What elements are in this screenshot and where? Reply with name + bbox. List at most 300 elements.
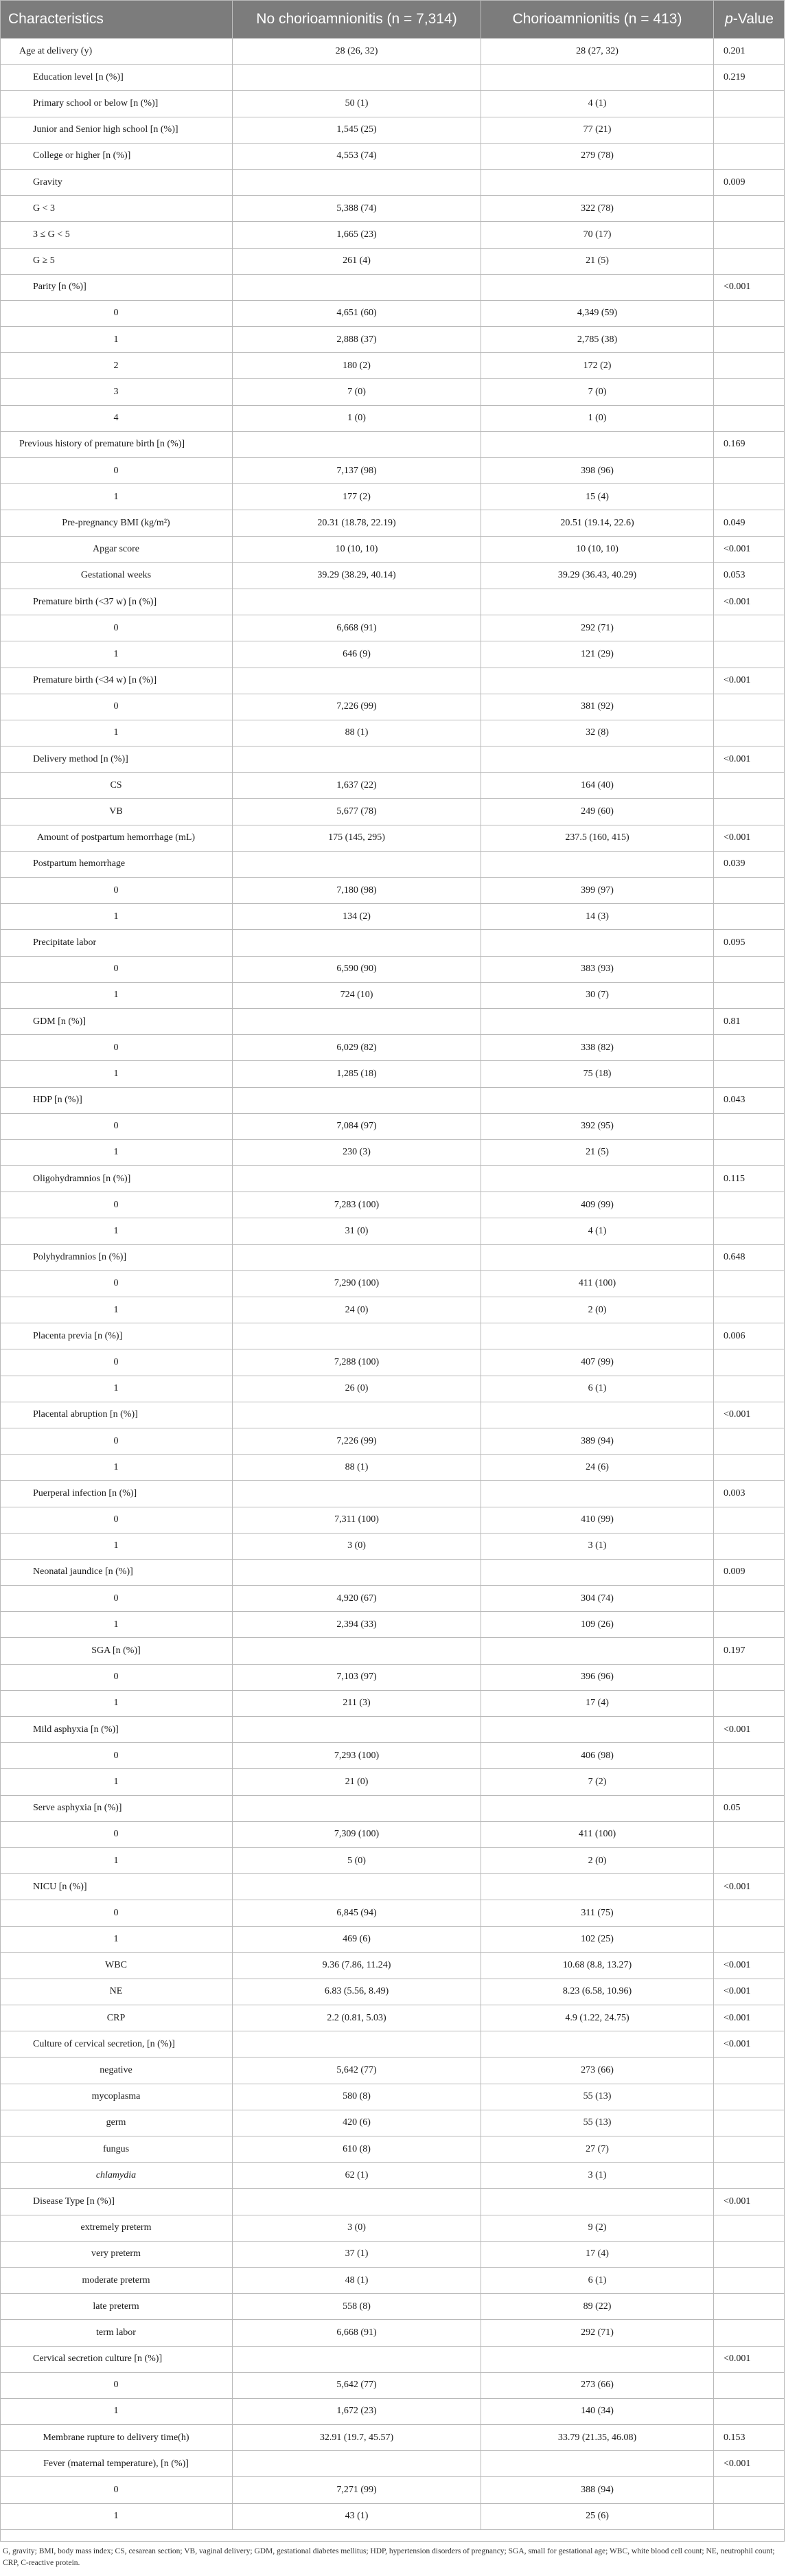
table-row <box>0 2320 785 2346</box>
row-chorioamnionitis-value <box>481 1088 714 1113</box>
row-chorioamnionitis-value: 409 (99) <box>481 1192 714 1218</box>
table-row <box>0 170 785 196</box>
table-row <box>0 1402 785 1428</box>
row-chorioamnionitis-value <box>481 1245 714 1270</box>
row-no-chorioamnionitis-value <box>233 1323 481 1349</box>
row-characteristic: Gravity <box>0 170 233 195</box>
row-chorioamnionitis-value: 121 (29) <box>481 641 714 667</box>
row-p-value <box>714 379 785 404</box>
table-row <box>0 2294 785 2320</box>
row-chorioamnionitis-value <box>481 852 714 877</box>
row-no-chorioamnionitis-value <box>233 1245 481 1270</box>
row-chorioamnionitis-value: 292 (71) <box>481 2320 714 2345</box>
row-characteristic: 3 <box>0 379 233 404</box>
row-p-value: 0.006 <box>724 1330 745 1341</box>
row-p-value <box>714 799 785 824</box>
row-no-chorioamnionitis-value: 1,545 (25) <box>233 117 481 143</box>
row-no-chorioamnionitis-value: 4,920 (67) <box>233 1586 481 1611</box>
row-no-chorioamnionitis-value: 37 (1) <box>233 2242 481 2267</box>
row-no-chorioamnionitis-value: 50 (1) <box>233 91 481 116</box>
row-p-value <box>714 1586 785 1611</box>
table-footnote: G, gravity; BMI, body mass index; CS, cesarean section; VB, vaginal delivery; GDM, gestational diabetes mellitus; HDP, hypertension disorders of pregnancy; SGA, small for gestational age; WBC, white blood cell count; NE, neutrophil count; CRP, C-reactive protein. <box>3 2547 775 2567</box>
row-characteristic: late preterm <box>0 2294 233 2319</box>
table-row <box>0 799 785 825</box>
row-p-value <box>714 1114 785 1139</box>
row-chorioamnionitis-value: 55 (13) <box>481 2084 714 2110</box>
row-no-chorioamnionitis-value: 7,271 (99) <box>233 2477 481 2503</box>
row-no-chorioamnionitis-value: 7 (0) <box>233 379 481 404</box>
row-characteristic: Membrane rupture to delivery time(h) <box>0 2425 233 2450</box>
row-chorioamnionitis-value: 21 (5) <box>481 1140 714 1165</box>
row-p-value <box>714 484 785 510</box>
row-chorioamnionitis-value: 102 (25) <box>481 1927 714 1952</box>
table-row <box>0 983 785 1009</box>
row-chorioamnionitis-value: 8.23 (6.58, 10.96) <box>481 1979 714 2005</box>
row-no-chorioamnionitis-value: 6.83 (5.56, 8.49) <box>233 1979 481 2005</box>
row-chorioamnionitis-value: 89 (22) <box>481 2294 714 2319</box>
row-chorioamnionitis-value: 406 (98) <box>481 1743 714 1768</box>
row-characteristic: 1 <box>0 1218 233 1244</box>
table-row <box>0 1166 785 1192</box>
row-chorioamnionitis-value: 28 (27, 32) <box>481 38 714 64</box>
row-characteristic: Culture of cervical secretion, [n (%)] <box>0 2031 233 2057</box>
table-row <box>0 1245 785 1271</box>
row-chorioamnionitis-value: 172 (2) <box>481 353 714 378</box>
row-p-value: <0.001 <box>724 675 751 686</box>
table-row <box>0 2084 785 2110</box>
row-chorioamnionitis-value: 2,785 (38) <box>481 327 714 352</box>
row-characteristic: 0 <box>0 878 233 903</box>
row-characteristic: Age at delivery (y) <box>0 38 233 64</box>
row-p-value: 0.049 <box>724 517 745 528</box>
row-characteristic: VB <box>0 799 233 824</box>
row-characteristic: 0 <box>0 1114 233 1139</box>
row-characteristic: 0 <box>0 1586 233 1611</box>
row-p-value <box>714 249 785 274</box>
row-no-chorioamnionitis-value: 7,309 (100) <box>233 1822 481 1847</box>
row-no-chorioamnionitis-value: 4,553 (74) <box>233 144 481 169</box>
table-body <box>0 38 785 2530</box>
row-chorioamnionitis-value: 39.29 (36.43, 40.29) <box>481 563 714 589</box>
table-row <box>0 1874 785 1900</box>
row-chorioamnionitis-value: 338 (82) <box>481 1035 714 1060</box>
row-characteristic: 0 <box>0 1035 233 1060</box>
row-p-value: 0.039 <box>724 858 745 869</box>
row-p-value: 0.169 <box>724 439 745 450</box>
row-no-chorioamnionitis-value: 7,180 (98) <box>233 878 481 903</box>
row-p-value <box>714 773 785 798</box>
row-no-chorioamnionitis-value: 7,226 (99) <box>233 694 481 720</box>
row-p-value: <0.001 <box>724 1960 751 1971</box>
table-row <box>0 2268 785 2294</box>
table-row <box>0 2005 785 2031</box>
row-characteristic: 0 <box>0 1665 233 1690</box>
row-chorioamnionitis-value: 4,349 (59) <box>481 301 714 326</box>
row-characteristic: 0 <box>0 1271 233 1297</box>
row-characteristic: 1 <box>0 2504 233 2529</box>
row-characteristic: chlamydia <box>0 2163 233 2188</box>
row-p-value <box>714 1927 785 1952</box>
row-chorioamnionitis-value <box>481 65 714 90</box>
row-chorioamnionitis-value <box>481 2347 714 2372</box>
table-row <box>0 720 785 746</box>
table-row <box>0 1769 785 1795</box>
row-chorioamnionitis-value: 407 (99) <box>481 1349 714 1375</box>
table-row <box>0 91 785 117</box>
table-row <box>0 1586 785 1612</box>
row-p-value <box>714 1192 785 1218</box>
row-p-value: <0.001 <box>724 544 751 555</box>
row-p-value <box>714 1822 785 1847</box>
row-characteristic: 0 <box>0 2477 233 2503</box>
row-p-value: 0.009 <box>724 1566 745 1577</box>
row-characteristic: 1 <box>0 1691 233 1716</box>
table-row <box>0 2031 785 2058</box>
row-no-chorioamnionitis-value: 1,665 (23) <box>233 222 481 247</box>
table-row <box>0 406 785 432</box>
row-characteristic: Premature birth (<34 w) [n (%)] <box>0 668 233 694</box>
row-p-value <box>714 406 785 431</box>
row-characteristic: Delivery method [n (%)] <box>0 746 233 772</box>
row-characteristic: Education level [n (%)] <box>0 65 233 90</box>
row-no-chorioamnionitis-value: 88 (1) <box>233 720 481 746</box>
row-characteristic: 1 <box>0 2399 233 2424</box>
row-chorioamnionitis-value: 4 (1) <box>481 1218 714 1244</box>
row-no-chorioamnionitis-value <box>233 2189 481 2214</box>
row-no-chorioamnionitis-value: 7,311 (100) <box>233 1507 481 1533</box>
row-characteristic: Precipitate labor <box>0 930 233 955</box>
table-row <box>0 1822 785 1848</box>
row-characteristic: 1 <box>0 983 233 1008</box>
row-p-value <box>714 196 785 221</box>
row-chorioamnionitis-value: 399 (97) <box>481 878 714 903</box>
table-row <box>0 2477 785 2503</box>
row-p-value <box>714 983 785 1008</box>
row-characteristic: Mild asphyxia [n (%)] <box>0 1717 233 1742</box>
table-row <box>0 484 785 510</box>
row-no-chorioamnionitis-value: 6,029 (82) <box>233 1035 481 1060</box>
table-row <box>0 1455 785 1481</box>
row-no-chorioamnionitis-value: 9.36 (7.86, 11.24) <box>233 1953 481 1979</box>
table-row <box>0 1953 785 1979</box>
row-chorioamnionitis-value: 311 (75) <box>481 1900 714 1926</box>
row-characteristic: moderate preterm <box>0 2268 233 2293</box>
row-chorioamnionitis-value: 7 (0) <box>481 379 714 404</box>
row-p-value: 0.043 <box>724 1095 745 1106</box>
row-characteristic: Pre-pregnancy BMI (kg/m²) <box>0 510 233 536</box>
row-chorioamnionitis-value: 25 (6) <box>481 2504 714 2529</box>
row-chorioamnionitis-value: 33.79 (21.35, 46.08) <box>481 2425 714 2450</box>
row-no-chorioamnionitis-value <box>233 2347 481 2372</box>
row-p-value <box>714 458 785 483</box>
table-row <box>0 537 785 563</box>
table-row <box>0 249 785 275</box>
row-no-chorioamnionitis-value: 31 (0) <box>233 1218 481 1244</box>
row-chorioamnionitis-value: 383 (93) <box>481 957 714 982</box>
row-p-value <box>714 1691 785 1716</box>
row-characteristic: 0 <box>0 1743 233 1768</box>
row-characteristic: 0 <box>0 458 233 483</box>
row-chorioamnionitis-value: 292 (71) <box>481 615 714 641</box>
row-chorioamnionitis-value: 4.9 (1.22, 24.75) <box>481 2005 714 2031</box>
row-p-value <box>714 1297 785 1323</box>
row-p-value <box>714 1349 785 1375</box>
table-row <box>0 144 785 170</box>
row-p-value: <0.001 <box>724 1986 751 1997</box>
table-row <box>0 1349 785 1376</box>
row-no-chorioamnionitis-value: 21 (0) <box>233 1769 481 1794</box>
row-p-value: 0.003 <box>724 1488 745 1498</box>
row-characteristic: NICU [n (%)] <box>0 1874 233 1900</box>
row-no-chorioamnionitis-value: 558 (8) <box>233 2294 481 2319</box>
table-row <box>0 65 785 91</box>
table-row <box>0 2058 785 2084</box>
row-no-chorioamnionitis-value <box>233 1874 481 1900</box>
row-no-chorioamnionitis-value <box>233 1088 481 1113</box>
row-p-value <box>714 720 785 746</box>
row-characteristic: Fever (maternal temperature), [n (%)] <box>0 2451 233 2476</box>
row-characteristic: SGA [n (%)] <box>0 1638 233 1663</box>
table-row <box>0 563 785 589</box>
row-p-value: <0.001 <box>724 282 751 293</box>
row-characteristic: HDP [n (%)] <box>0 1088 233 1113</box>
row-chorioamnionitis-value: 4 (1) <box>481 91 714 116</box>
row-p-value <box>714 222 785 247</box>
row-characteristic: Amount of postpartum hemorrhage (mL) <box>0 825 233 851</box>
row-no-chorioamnionitis-value <box>233 668 481 694</box>
row-no-chorioamnionitis-value: 175 (145, 295) <box>233 825 481 851</box>
row-characteristic: Gestational weeks <box>0 563 233 589</box>
row-chorioamnionitis-value: 273 (66) <box>481 2058 714 2083</box>
table-row <box>0 1428 785 1455</box>
row-chorioamnionitis-value: 392 (95) <box>481 1114 714 1139</box>
row-no-chorioamnionitis-value: 7,293 (100) <box>233 1743 481 1768</box>
table-row <box>0 1900 785 1926</box>
row-characteristic: Parity [n (%)] <box>0 275 233 300</box>
table-row <box>0 668 785 694</box>
table-row <box>0 1979 785 2005</box>
row-characteristic: Cervical secretion culture [n (%)] <box>0 2347 233 2372</box>
row-characteristic: CS <box>0 773 233 798</box>
row-characteristic: 1 <box>0 1927 233 1952</box>
row-chorioamnionitis-value <box>481 930 714 955</box>
table-row <box>0 1376 785 1402</box>
row-characteristic: G < 3 <box>0 196 233 221</box>
table-row <box>0 1691 785 1717</box>
row-no-chorioamnionitis-value: 7,226 (99) <box>233 1428 481 1454</box>
table-row <box>0 694 785 720</box>
row-characteristic: Serve asphyxia [n (%)] <box>0 1796 233 1821</box>
row-no-chorioamnionitis-value: 7,290 (100) <box>233 1271 481 1297</box>
row-no-chorioamnionitis-value: 5,642 (77) <box>233 2373 481 2398</box>
row-no-chorioamnionitis-value <box>233 1009 481 1034</box>
row-chorioamnionitis-value: 273 (66) <box>481 2373 714 2398</box>
row-no-chorioamnionitis-value: 10 (10, 10) <box>233 537 481 562</box>
row-no-chorioamnionitis-value <box>233 1481 481 1506</box>
row-characteristic: 1 <box>0 484 233 510</box>
row-p-value: 0.095 <box>724 937 745 948</box>
row-no-chorioamnionitis-value <box>233 930 481 955</box>
row-chorioamnionitis-value: 6 (1) <box>481 1376 714 1402</box>
table-row <box>0 615 785 641</box>
row-characteristic: very preterm <box>0 2242 233 2267</box>
row-chorioamnionitis-value: 304 (74) <box>481 1586 714 1611</box>
row-p-value <box>714 1665 785 1690</box>
row-no-chorioamnionitis-value: 610 (8) <box>233 2136 481 2162</box>
row-characteristic: 2 <box>0 353 233 378</box>
row-p-value <box>714 1271 785 1297</box>
table-row <box>0 2242 785 2268</box>
row-p-value: 0.009 <box>724 176 745 187</box>
row-characteristic: Previous history of premature birth [n (%)] <box>0 432 233 457</box>
row-chorioamnionitis-value: 30 (7) <box>481 983 714 1008</box>
table-row <box>0 1481 785 1507</box>
row-characteristic: 1 <box>0 1297 233 1323</box>
row-chorioamnionitis-value: 237.5 (160, 415) <box>481 825 714 851</box>
table-row <box>0 1114 785 1140</box>
row-no-chorioamnionitis-value <box>233 432 481 457</box>
row-chorioamnionitis-value <box>481 1402 714 1428</box>
row-p-value <box>714 957 785 982</box>
row-characteristic: 0 <box>0 694 233 720</box>
row-no-chorioamnionitis-value: 88 (1) <box>233 1455 481 1480</box>
row-no-chorioamnionitis-value: 1,637 (22) <box>233 773 481 798</box>
table-row <box>0 1927 785 1953</box>
row-no-chorioamnionitis-value: 420 (6) <box>233 2110 481 2136</box>
row-no-chorioamnionitis-value: 1,285 (18) <box>233 1061 481 1086</box>
row-chorioamnionitis-value: 21 (5) <box>481 249 714 274</box>
row-p-value <box>714 2320 785 2345</box>
row-no-chorioamnionitis-value: 2,394 (33) <box>233 1612 481 1637</box>
row-characteristic: fungus <box>0 2136 233 2162</box>
row-chorioamnionitis-value: 24 (6) <box>481 1455 714 1480</box>
row-chorioamnionitis-value: 27 (7) <box>481 2136 714 2162</box>
table-row <box>0 1009 785 1035</box>
row-no-chorioamnionitis-value: 469 (6) <box>233 1927 481 1952</box>
header-no-chorioamnionitis: No chorioamnionitis (n = 7,314) <box>233 0 481 38</box>
row-p-value <box>714 144 785 169</box>
row-chorioamnionitis-value: 17 (4) <box>481 1691 714 1716</box>
row-characteristic: 0 <box>0 1192 233 1218</box>
row-chorioamnionitis-value <box>481 1481 714 1506</box>
row-chorioamnionitis-value: 9 (2) <box>481 2215 714 2241</box>
row-p-value: <0.001 <box>724 2458 751 2469</box>
row-no-chorioamnionitis-value: 7,288 (100) <box>233 1349 481 1375</box>
row-chorioamnionitis-value: 32 (8) <box>481 720 714 746</box>
row-no-chorioamnionitis-value: 5,642 (77) <box>233 2058 481 2083</box>
table-row <box>0 1035 785 1061</box>
row-no-chorioamnionitis-value: 28 (26, 32) <box>233 38 481 64</box>
row-p-value <box>714 1140 785 1165</box>
row-p-value: <0.001 <box>724 596 751 607</box>
row-p-value <box>714 91 785 116</box>
row-characteristic: 1 <box>0 1769 233 1794</box>
row-p-value <box>714 694 785 720</box>
row-characteristic: Polyhydramnios [n (%)] <box>0 1245 233 1270</box>
row-chorioamnionitis-value: 70 (17) <box>481 222 714 247</box>
row-no-chorioamnionitis-value <box>233 746 481 772</box>
row-chorioamnionitis-value: 17 (4) <box>481 2242 714 2267</box>
row-characteristic: 1 <box>0 720 233 746</box>
row-chorioamnionitis-value <box>481 1717 714 1742</box>
table-row <box>0 2189 785 2215</box>
row-characteristic: 1 <box>0 1140 233 1165</box>
row-p-value <box>714 2215 785 2241</box>
row-p-value: <0.001 <box>724 1881 751 1892</box>
row-no-chorioamnionitis-value: 580 (8) <box>233 2084 481 2110</box>
row-characteristic: 1 <box>0 1534 233 1559</box>
row-chorioamnionitis-value <box>481 432 714 457</box>
table-row <box>0 878 785 904</box>
row-characteristic: 0 <box>0 1900 233 1926</box>
row-chorioamnionitis-value <box>481 275 714 300</box>
row-characteristic: CRP <box>0 2005 233 2031</box>
row-chorioamnionitis-value <box>481 1638 714 1663</box>
row-no-chorioamnionitis-value <box>233 1796 481 1821</box>
row-chorioamnionitis-value: 279 (78) <box>481 144 714 169</box>
row-p-value: <0.001 <box>724 2353 751 2364</box>
table-row <box>0 2504 785 2530</box>
row-characteristic: Primary school or below [n (%)] <box>0 91 233 116</box>
row-chorioamnionitis-value: 164 (40) <box>481 773 714 798</box>
row-no-chorioamnionitis-value <box>233 65 481 90</box>
row-chorioamnionitis-value <box>481 2451 714 2476</box>
row-p-value: 0.115 <box>724 1173 745 1184</box>
row-chorioamnionitis-value: 322 (78) <box>481 196 714 221</box>
row-no-chorioamnionitis-value: 5 (0) <box>233 1848 481 1873</box>
row-no-chorioamnionitis-value: 4,651 (60) <box>233 301 481 326</box>
row-chorioamnionitis-value <box>481 1009 714 1034</box>
row-no-chorioamnionitis-value <box>233 852 481 877</box>
row-chorioamnionitis-value <box>481 1323 714 1349</box>
table-row <box>0 825 785 852</box>
row-characteristic: extremely preterm <box>0 2215 233 2241</box>
row-no-chorioamnionitis-value: 134 (2) <box>233 904 481 929</box>
row-p-value <box>714 301 785 326</box>
table-row <box>0 353 785 379</box>
row-characteristic: 0 <box>0 957 233 982</box>
row-chorioamnionitis-value: 3 (1) <box>481 2163 714 2188</box>
row-p-value <box>714 641 785 667</box>
row-chorioamnionitis-value <box>481 1874 714 1900</box>
row-p-value: 0.219 <box>724 71 745 82</box>
row-p-value: <0.001 <box>724 1724 751 1735</box>
row-characteristic: 4 <box>0 406 233 431</box>
row-p-value: <0.001 <box>724 2196 751 2207</box>
row-chorioamnionitis-value: 398 (96) <box>481 458 714 483</box>
row-characteristic: 1 <box>0 1061 233 1086</box>
table-row <box>0 1717 785 1743</box>
row-characteristic: 1 <box>0 1848 233 1873</box>
row-characteristic: Placental abruption [n (%)] <box>0 1402 233 1428</box>
table-row <box>0 852 785 878</box>
row-chorioamnionitis-value: 2 (0) <box>481 1848 714 1873</box>
table-row <box>0 746 785 773</box>
row-no-chorioamnionitis-value: 7,283 (100) <box>233 1192 481 1218</box>
row-chorioamnionitis-value <box>481 589 714 615</box>
row-p-value <box>714 1743 785 1768</box>
row-no-chorioamnionitis-value <box>233 589 481 615</box>
row-characteristic: WBC <box>0 1953 233 1979</box>
table-row <box>0 1534 785 1560</box>
row-chorioamnionitis-value: 381 (92) <box>481 694 714 720</box>
table-row <box>0 458 785 484</box>
row-characteristic: negative <box>0 2058 233 2083</box>
row-chorioamnionitis-value <box>481 746 714 772</box>
row-chorioamnionitis-value: 411 (100) <box>481 1822 714 1847</box>
row-characteristic: G ≥ 5 <box>0 249 233 274</box>
table-row <box>0 1507 785 1534</box>
